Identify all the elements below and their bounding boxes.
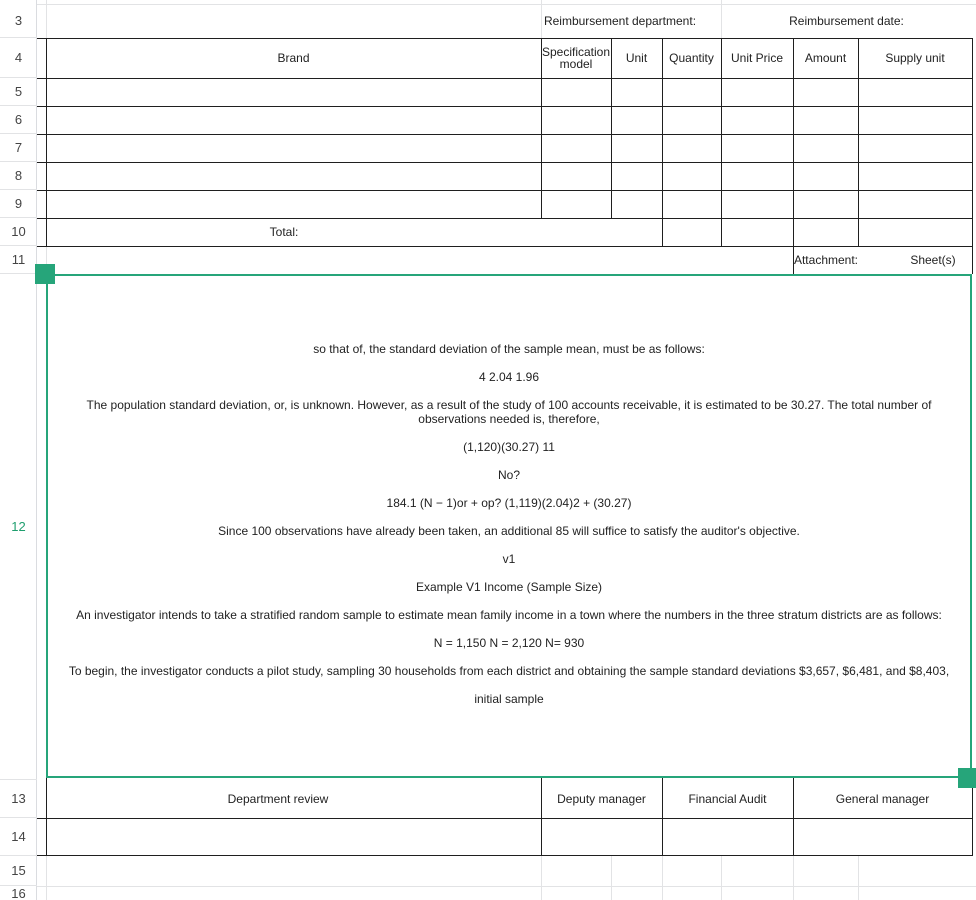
text-line: (1,120)(30.27) 11: [463, 440, 555, 454]
text-line: initial sample: [474, 692, 544, 706]
column-header-spec-model[interactable]: Specification model: [541, 45, 611, 71]
table-border: [972, 38, 973, 274]
table-border: [37, 190, 972, 191]
row-header-16[interactable]: 16: [0, 886, 37, 900]
text-line: To begin, the investigator conducts a pilot study, sampling 30 households from each district and obtaining the sample standard deviations $3,657, $6,481, and $8,403,: [68, 664, 950, 678]
row-header-5[interactable]: 5: [0, 78, 37, 106]
row-header-8[interactable]: 8: [0, 162, 37, 190]
text-line: No?: [497, 468, 520, 482]
row-header-15[interactable]: 15: [0, 856, 37, 886]
row-header-9[interactable]: 9: [0, 190, 37, 218]
selection-handle-top-left[interactable]: [35, 264, 55, 284]
table-border: [37, 78, 972, 79]
general-manager-label[interactable]: General manager: [835, 792, 930, 806]
text-line: N = 1,150 N = 2,120 N= 930: [433, 636, 585, 650]
financial-audit-label[interactable]: Financial Audit: [688, 792, 767, 806]
reimbursement-date-label[interactable]: Reimbursement date:: [789, 14, 904, 28]
column-header-brand[interactable]: Brand: [277, 51, 310, 65]
text-line: 184.1 (N − 1)or + op? (1,119)(2.04)2 + (30.27): [386, 496, 632, 510]
column-header-unit[interactable]: Unit: [625, 51, 648, 65]
table-border: [972, 778, 973, 856]
row-header-10[interactable]: 10: [0, 218, 37, 246]
grid-line: [721, 856, 722, 900]
table-border: [37, 106, 972, 107]
row-header-13[interactable]: 13: [0, 780, 37, 818]
text-line: The population standard deviation, or, is unknown. However, as a result of the study of 100 accounts receivable, it is estimated to be 30.27. The total number of observations needed is, therefore,: [86, 398, 932, 426]
grid-line: [46, 0, 47, 38]
merged-text-cell[interactable]: [46, 274, 972, 778]
row-header-14[interactable]: 14: [0, 818, 37, 856]
row-header-11[interactable]: 11: [0, 246, 37, 274]
text-line: Since 100 observations have already been taken, an additional 85 will suffice to satisfy the auditor's objective.: [218, 524, 800, 538]
grid-line: [46, 856, 47, 900]
text-line: An investigator intends to take a stratified random sample to estimate mean family income in a town where the numbers in the three stratum districts are as follows:: [76, 608, 942, 622]
row-header-7[interactable]: 7: [0, 134, 37, 162]
row-header-6[interactable]: 6: [0, 106, 37, 134]
table-border: [37, 818, 972, 819]
table-border: [37, 162, 972, 163]
text-line: Example V1 Income (Sample Size): [415, 580, 603, 594]
reimbursement-department-label[interactable]: Reimbursement department:: [543, 14, 697, 28]
grid-line: [611, 856, 612, 900]
row-header-column: [0, 0, 37, 900]
table-border: [37, 855, 972, 856]
attachment-label[interactable]: Attachment:: [793, 253, 858, 267]
merged-text-content: [48, 342, 970, 720]
row-header-3[interactable]: 3: [0, 4, 37, 38]
grid-line: [662, 856, 663, 900]
column-header-supply-unit[interactable]: Supply unit: [885, 51, 945, 65]
column-header-quantity[interactable]: Quantity: [669, 51, 714, 65]
text-line: so that of, the standard deviation of the sample mean, must be as follows:: [313, 342, 705, 356]
grid-line: [858, 856, 859, 900]
department-review-label[interactable]: Department review: [227, 792, 329, 806]
column-header-unit-price[interactable]: Unit Price: [730, 51, 783, 65]
sheets-label[interactable]: Sheet(s): [910, 253, 956, 267]
deputy-manager-label[interactable]: Deputy manager: [557, 792, 646, 806]
total-label[interactable]: Total:: [269, 225, 299, 239]
grid-line: [793, 856, 794, 900]
text-line: 4 2.04 1.96: [478, 370, 540, 384]
row-header-4[interactable]: 4: [0, 38, 37, 78]
column-header-amount[interactable]: Amount: [804, 51, 847, 65]
text-line: v1: [502, 552, 516, 566]
row-header-12[interactable]: 12: [0, 274, 37, 780]
grid-line: [541, 856, 542, 900]
table-border: [37, 134, 972, 135]
grid-line: [37, 886, 976, 887]
